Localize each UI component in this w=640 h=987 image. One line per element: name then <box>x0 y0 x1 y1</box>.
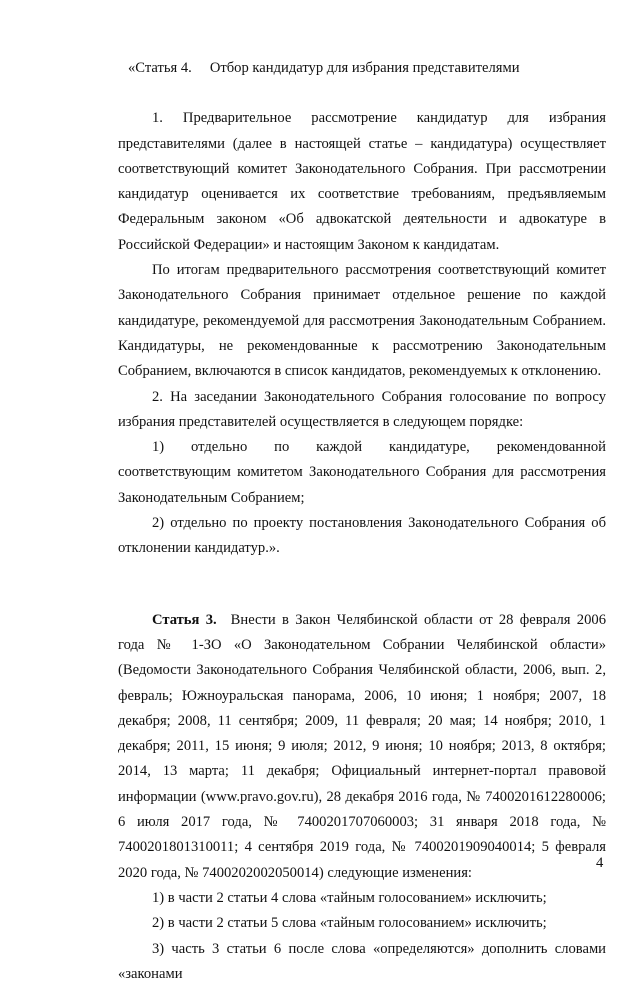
list-item: 3) часть 3 статьи 6 после слова «определяются» дополнить словами «законами <box>118 937 606 987</box>
article-3-label: Статья 3. <box>152 612 217 628</box>
article-4-label: «Статья 4. <box>128 60 192 76</box>
list-item: 2) в части 2 статьи 5 слова «тайным голосованием» исключить; <box>118 911 606 936</box>
paragraph: По итогам предварительного рассмотрения соответствующий комитет Законодательного Собрания принимает отдельное решение по каждой кандидатуре, рекомендуемой для рассмотрения Законодательным Собранием. Кандидатуры, не рекомендованные к рассмотрению Законодательным Собранием, включаются в список кандидатов, рекомендуемых к отклонению. <box>118 258 606 384</box>
list-item: 2) отдельно по проекту постановления Законодательного Собрания об отклонении кандидатур.». <box>118 511 606 562</box>
article-3-text: Внести в Закон Челябинской области от 28 февраля 2006 года № 1-ЗО «О Законодательном Собрании Челябинской области» (Ведомости Законодательного Собрания Челябинской области, 2006, вып. 2, февраль; Южноуральская панорама, 2006, 10 июня; 1 ноября; 2007, 18 декабря; 2008, 11 сентября; 2009, 11 февраля; 20 мая; 14 ноября; 2010, 1 декабря; 2011, 15 июня; 9 июля; 2012, 9 июня; 10 ноября; 2013, 8 октября; 2014, 13 марта; 11 декабря; Официальный интернет-портал правовой информации (www.pravo.gov.ru), 28 декабря 2016 года, № 7400201612280006; 6 июля 2017 года, № 7400201707060003; 31 января 2018 года, № 7400201801310011; 4 сентября 2019 года, № 7400201909040014; 5 февраля 2020 года, № 7400202002050014) следующие изменения: <box>118 612 606 881</box>
document-body <box>118 56 606 987</box>
list-item: 1) в части 2 статьи 4 слова «тайным голосованием» исключить; <box>118 886 606 911</box>
list-item: 1) отдельно по каждой кандидатуре, рекомендованной соответствующим комитетом Законодательного Собрания для рассмотрения Законодательным Собранием; <box>118 435 606 511</box>
paragraph: 2. На заседании Законодательного Собрания голосование по вопросу избрания представителей осуществляется в следующем порядке: <box>118 385 606 436</box>
paragraph: 1. Предварительное рассмотрение кандидатур для избрания представителями (далее в настоящей статье – кандидатура) осуществляет соответствующий комитет Законодательного Собрания. При рассмотрении кандидатур оценивается их соответствие требованиям, предъявляемым Федеральным законом «Об адвокатской деятельности и адвокатуре в Российской Федерации» и настоящим Законом к кандидатам. <box>118 106 606 258</box>
article-4-heading <box>118 56 606 81</box>
article-4-title: Отбор кандидатур для избрания представителями <box>210 60 520 76</box>
page-number: 4 <box>596 853 603 873</box>
article-3-intro <box>118 608 606 886</box>
